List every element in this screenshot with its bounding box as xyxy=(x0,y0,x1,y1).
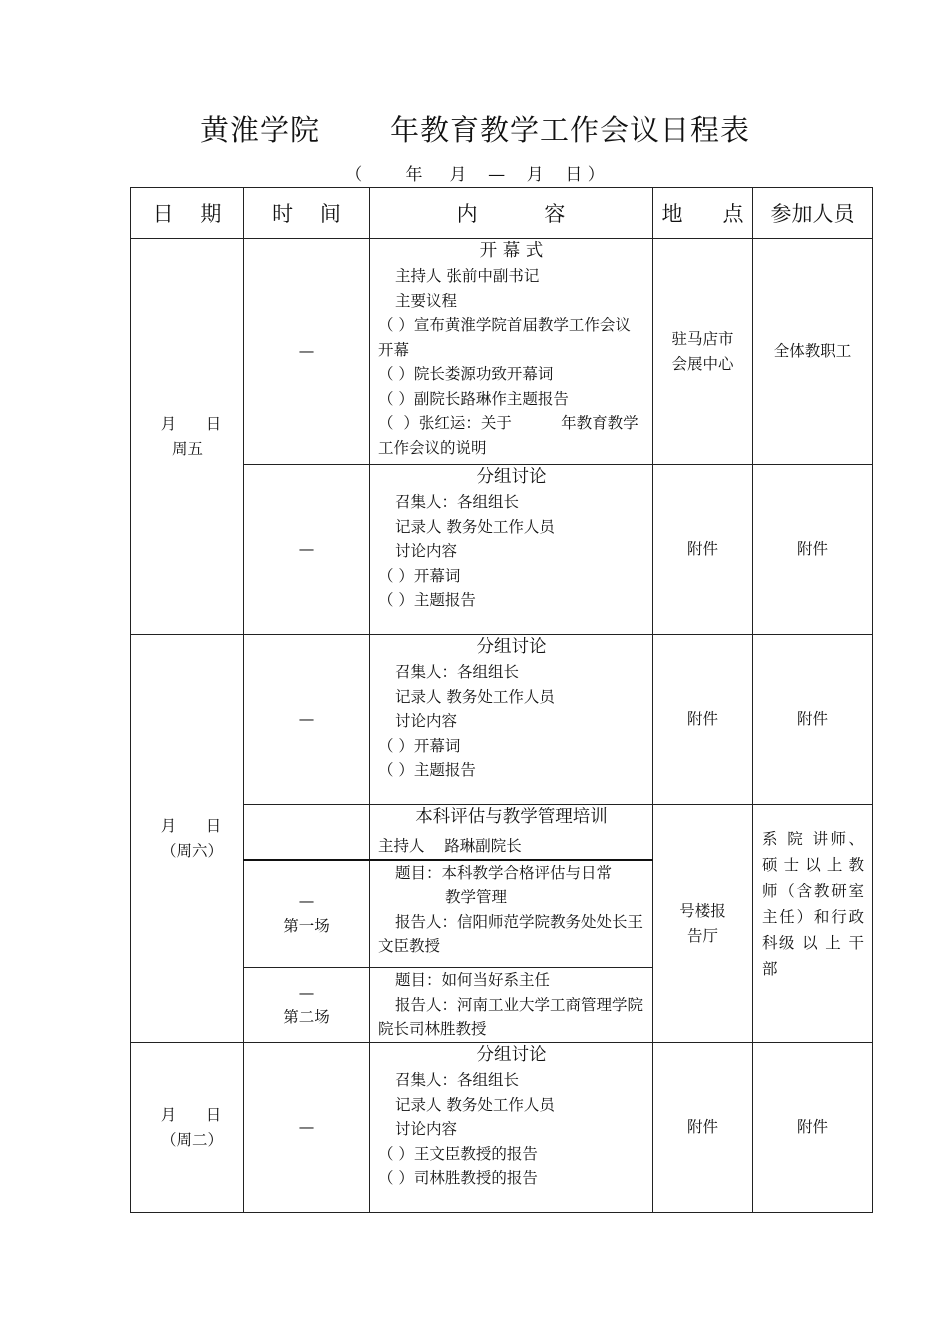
content-cell: 开 幕 式 主持人 张前中副书记 主要议程 （ ）宣布黄淮学院首届教学工作会议开幕 （ ）院长娄源功致开幕词 （ ）副院长路琳作主题报告 （ ）张红运：关于 年教育教学工作会议的说明 xyxy=(370,239,653,465)
document-title xyxy=(0,108,950,149)
meeting-name: 年教育教学工作会议日程表 xyxy=(390,113,751,147)
time-cell: — 第一场 xyxy=(244,860,370,968)
attendees-cell: 附件 xyxy=(753,635,873,805)
schedule-table xyxy=(130,187,873,1213)
header-date: 日 期 xyxy=(131,188,244,239)
time-cell-empty xyxy=(244,805,370,860)
place-cell: 附件 xyxy=(653,635,753,805)
time-cell: — xyxy=(244,635,370,805)
time-cell: — xyxy=(244,239,370,465)
table-row xyxy=(131,239,873,465)
attendees-cell: 全体教职工 xyxy=(753,239,873,465)
header-content: 内 容 xyxy=(370,188,653,239)
header-row xyxy=(131,188,873,239)
date-cell: 月 日 周五 xyxy=(131,239,244,635)
school-name: 黄淮学院 xyxy=(199,113,320,147)
place-cell: 号楼报告厅 xyxy=(653,805,753,1043)
content-cell: 题目：如何当好系主任 报告人：河南工业大学工商管理学院院长司林胜教授 xyxy=(370,968,653,1043)
content-cell: 分组讨论 召集人：各组组长 记录人 教务处工作人员 讨论内容 （ ）开幕词 （ ）主题报告 xyxy=(370,635,653,805)
time-cell: — xyxy=(244,465,370,635)
header-place: 地 点 xyxy=(653,188,753,239)
date-cell: 月 日 （周二） xyxy=(131,1043,244,1213)
attendees-cell: 附件 xyxy=(753,1043,873,1213)
time-cell: — 第二场 xyxy=(244,968,370,1043)
table-row xyxy=(131,1043,873,1213)
place-cell: 附件 xyxy=(653,1043,753,1213)
attendees-cell: 系 院 讲师、硕 士 以 上 教师（含教研室主任）和行政科级 以 上 干部 xyxy=(753,805,873,1043)
place-cell: 附件 xyxy=(653,465,753,635)
content-cell: 分组讨论 召集人：各组组长 记录人 教务处工作人员 讨论内容 （ ）开幕词 （ ）主题报告 xyxy=(370,465,653,635)
date-cell: 月 日 （周六） xyxy=(131,635,244,1043)
header-time: 时 间 xyxy=(244,188,370,239)
content-cell: 题目：本科教学合格评估与日常 教学管理 报告人：信阳师范学院教务处处长王文臣教授 xyxy=(370,860,653,968)
content-cell: 分组讨论 召集人：各组组长 记录人 教务处工作人员 讨论内容 （ ）王文臣教授的报告 （ ）司林胜教授的报告 xyxy=(370,1043,653,1213)
content-cell: 本科评估与教学管理培训 主持人 路琳副院长 xyxy=(370,805,653,860)
attendees-cell: 附件 xyxy=(753,465,873,635)
date-range: （ 年 月 — 月 日 ） xyxy=(345,165,605,185)
header-attendees: 参加人员 xyxy=(753,188,873,239)
table-row xyxy=(131,635,873,805)
time-cell: — xyxy=(244,1043,370,1213)
place-cell: 驻马店市会展中心 xyxy=(653,239,753,465)
